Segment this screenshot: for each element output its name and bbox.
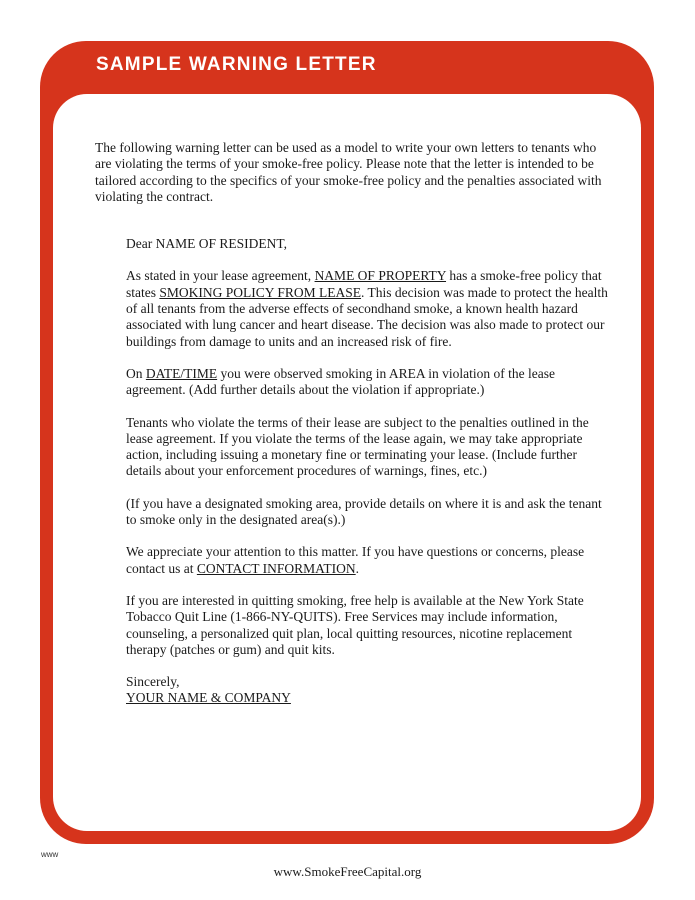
policy-from-lease-placeholder: SMOKING POLICY FROM LEASE xyxy=(159,284,362,300)
letter-content xyxy=(95,140,615,707)
corner-mark: www xyxy=(41,850,59,859)
quit-help-paragraph: If you are interested in quitting smoking, free help is available at the New York State Tobacco Quit Line (1-866-NY-QUITS). Free Services may include information, counseling, a personalized quit plan, local quitting resources, nicotine replacement therapy (patches or gum) and quit kits. xyxy=(126,592,584,657)
policy-text-1: As stated in your lease agreement, xyxy=(126,268,315,284)
policy-text-2: has a smoke-free policy that states xyxy=(126,268,602,300)
closing: Sincerely, xyxy=(126,674,180,690)
violation-text-2: you were observed smoking in AREA in violation of the lease agreement. (Add further details about the violation if appropriate.) xyxy=(126,365,555,398)
contact-text-2: . xyxy=(355,560,360,576)
contact-information-placeholder: CONTACT INFORMATION xyxy=(196,560,356,576)
policy-text-3: . This decision was made to protect the health of all tenants from the adverse effects of secondhand smoke, a known health hazard associated with lung cancer and heart disease. The decision was also made to protect our buildings from damage to units and an increased risk of fire. xyxy=(126,284,608,349)
page-title: SAMPLE WARNING LETTER xyxy=(96,54,377,75)
designated-area-paragraph: (If you have a designated smoking area, provide details on where it is and ask the tenant to smoke only in the designated area(s).) xyxy=(126,495,602,528)
penalties-paragraph: Tenants who violate the terms of their lease are subject to the penalties outlined in the lease agreement. If you violate the terms of the lease again, we may take appropriate action, including issuing a monetary fine or terminating your lease. (Include further details about your enforcement procedures of warnings, fines, etc.) xyxy=(126,414,589,479)
violation-text-1: On xyxy=(126,365,146,381)
intro-paragraph: The following warning letter can be used as a model to write your own letters to tenants who are violating the terms of your smoke-free policy. Please note that the letter is intended to be tailored according to the specifics of your smoke-free policy and the penalties associated with violating the contract. xyxy=(95,140,602,204)
contact-paragraph xyxy=(126,544,608,577)
date-time-placeholder: DATE/TIME xyxy=(145,365,218,381)
violation-paragraph xyxy=(126,366,608,399)
contact-text-1: We appreciate your attention to this matter. If you have questions or concerns, please contact us at xyxy=(126,544,585,576)
salutation: Dear NAME OF RESIDENT, xyxy=(126,236,287,252)
footer-website: www.SmokeFreeCapital.org xyxy=(273,864,422,879)
policy-paragraph xyxy=(126,268,608,349)
property-name-placeholder: NAME OF PROPERTY xyxy=(314,268,447,284)
signature-block xyxy=(126,674,608,707)
letter-body xyxy=(126,236,608,707)
signature-placeholder: YOUR NAME & COMPANY xyxy=(126,690,291,706)
